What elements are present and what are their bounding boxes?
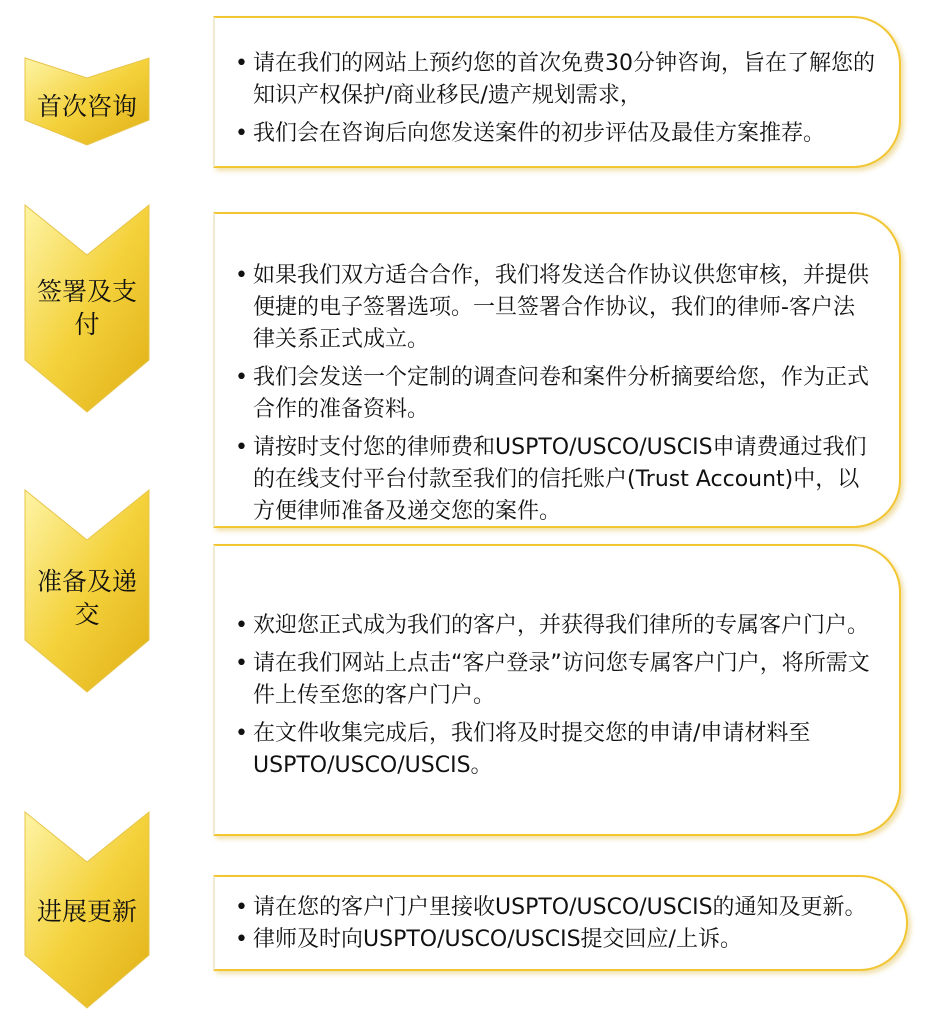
step-box-sign-and-pay	[213, 212, 901, 528]
step-box-initial-consultation	[213, 16, 901, 168]
step-3-list	[235, 610, 873, 782]
list-item: • 请在您的客户门户里接收USPTO/USCO/USCIS的通知及更新。	[235, 893, 886, 923]
list-item: • 我们会在咨询后向您发送案件的初步评估及最佳方案推荐。	[235, 118, 875, 150]
list-item: • 我们会发送一个定制的调查问卷和案件分析摘要给您，作为正式合作的准备资料。	[235, 362, 873, 426]
list-item: • 律师及时向USPTO/USCO/USCIS提交回应/上诉。	[235, 925, 886, 955]
list-item: • 请在我们网站上点击“客户登录”访问您专属客户门户，将所需文件上传至您的客户门户。	[235, 648, 873, 712]
list-item: • 如果我们双方适合合作，我们将发送合作协议供您审核，并提供便捷的电子签署选项。一旦签署合作协议，我们的律师-客户法律关系正式成立。	[235, 260, 873, 356]
step-2-list	[235, 260, 873, 528]
step-label-prepare-and-submit: 准备及递交	[36, 567, 137, 629]
step-box-prepare-and-submit	[213, 544, 901, 836]
step-label-sign-and-pay: 签署及支付	[36, 277, 137, 339]
list-item: • 在文件收集完成后，我们将及时提交您的申请/申请材料至USPTO/USCO/USCIS。	[235, 718, 873, 782]
list-item: • 请在我们的网站上预约您的首次免费30分钟咨询，旨在了解您的知识产权保护/商业移民/遗产规划需求，	[235, 48, 875, 112]
step-label-initial-consultation: 首次咨询	[36, 92, 137, 121]
step-4-list	[235, 893, 886, 955]
list-item: • 欢迎您正式成为我们的客户，并获得我们律所的专属客户门户。	[235, 610, 873, 642]
list-item: • 请按时支付您的律师费和USPTO/USCO/USCIS申请费通过我们的在线支付平台付款至我们的信托账户(Trust Account)中，以方便律师准备及递交您的案件。	[235, 432, 873, 528]
step-box-progress-updates	[213, 875, 908, 971]
step-label-progress-updates: 进展更新	[36, 897, 137, 926]
step-1-list	[235, 48, 875, 150]
